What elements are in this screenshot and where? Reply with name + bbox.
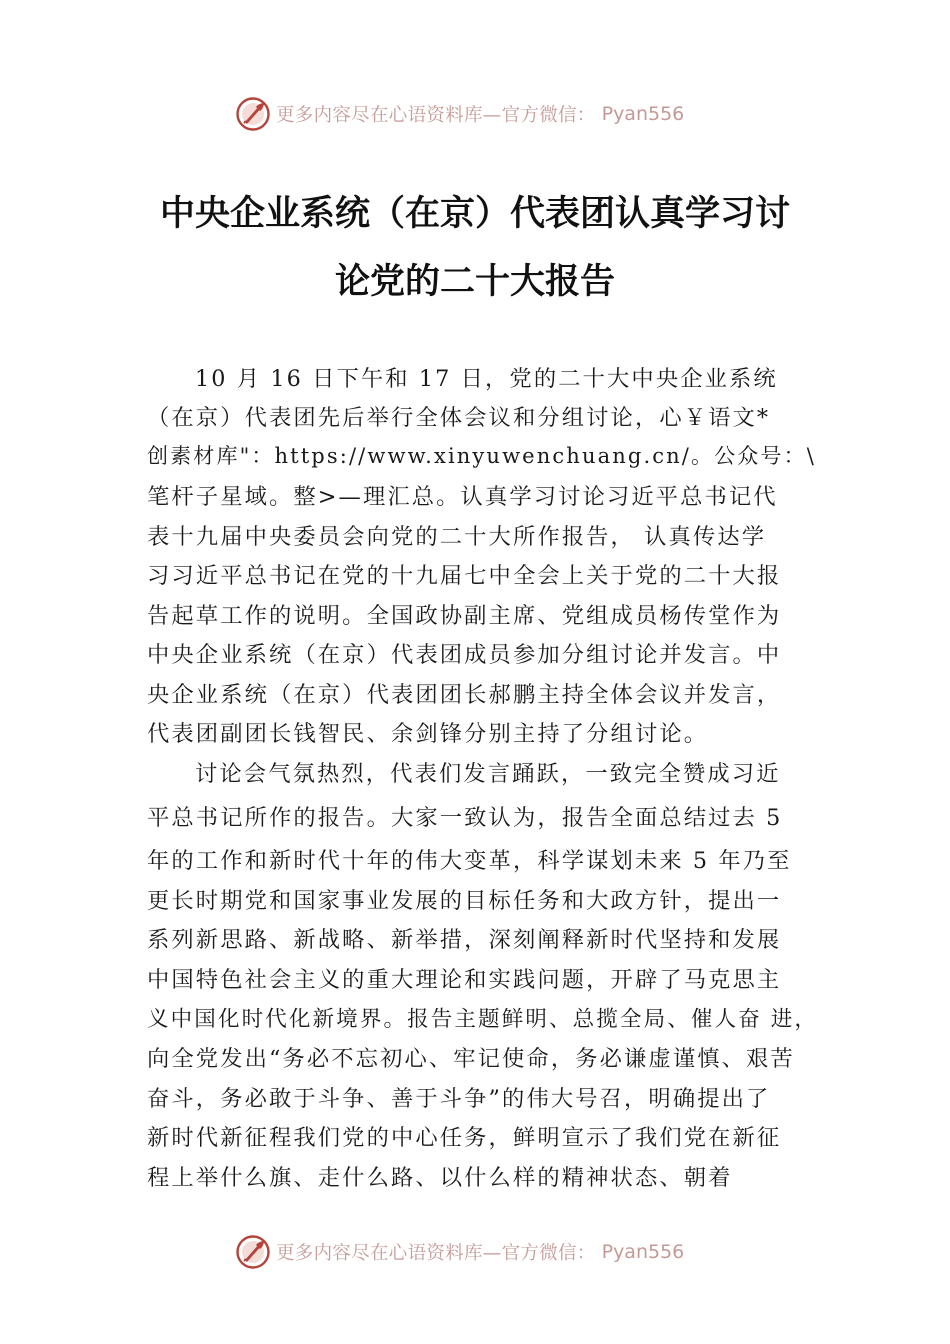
body-line: 笔杆子星域。整>—理汇总。认真学习讨论习近平总书记代: [147, 484, 778, 510]
body-line: （在京）代表团先后举行全体会议和分组讨论，心￥语文*: [147, 405, 771, 431]
body-line: 向全党发出“务必不忘初心、牢记使命，务必谦虚谨慎、艰苦: [147, 1046, 795, 1072]
body-line: 中国特色社会主义的重大理论和实践问题，开辟了马克思主: [147, 967, 782, 993]
body-line: 中央企业系统（在京）代表团成员参加分组讨论并发言。中: [147, 642, 782, 668]
body-line: 习习近平总书记在党的十九届七中全会上关于党的二十大报: [147, 563, 782, 589]
body-line: 表十九届中央委员会向党的二十大所作报告， 认真传达学: [147, 524, 767, 550]
body-line: 10 月 16 日下午和 17 日，党的二十大中央企业系统: [195, 366, 778, 392]
body-line: 创素材库"：https://www.xinyuwenchuang.cn/。公众号：\: [147, 443, 816, 468]
quill-pen-seal-icon: [236, 97, 270, 131]
body-line: 系列新思路、新战略、新举措，深刻阐释新时代坚持和发展: [147, 927, 782, 953]
body-line: 告起草工作的说明。全国政协副主席、党组成员杨传堂作为: [147, 603, 782, 629]
body-line: 程上举什么旗、走什么路、以什么样的精神状态、朝着: [147, 1165, 733, 1191]
watermark-banner-bottom: [236, 1234, 684, 1270]
body-line: 年的工作和新时代十年的伟大变革，科学谋划未来 5 年乃至: [147, 848, 792, 874]
body-line: 央企业系统（在京）代表团团长郝鹏主持全体会议并发言，: [147, 682, 782, 708]
body-line: 更长时期党和国家事业发展的目标任务和大政方针，提出一: [147, 888, 782, 914]
watermark-text: 更多内容尽在心语资料库—官方微信：: [276, 105, 596, 126]
body-line: 平总书记所作的报告。大家一致认为，报告全面总结过去 5: [147, 805, 783, 831]
quill-pen-seal-icon: [236, 1235, 270, 1269]
body-line: 义中国化时代化新境界。报告主题鲜明、总揽全局、催人奋 进，: [147, 1007, 819, 1032]
watermark-wechat-id: Pyan556: [601, 1241, 685, 1263]
document-title-line-1: 中央企业系统（在京）代表团认真学习讨: [159, 193, 790, 234]
body-line: 讨论会气氛热烈，代表们发言踊跃，一致完全赞成习近: [195, 761, 781, 787]
body-line: 新时代新征程我们党的中心任务，鲜明宣示了我们党在新征: [147, 1125, 782, 1151]
watermark-wechat-id: Pyan556: [601, 103, 685, 125]
document-title-line-2: 论党的二十大报告: [334, 261, 615, 302]
body-line: 奋斗，务必敢于斗争、善于斗争”的伟大号召，明确提出了: [147, 1086, 771, 1112]
watermark-text: 更多内容尽在心语资料库—官方微信：: [276, 1243, 596, 1264]
body-line: 代表团副团长钱智民、余剑锋分别主持了分组讨论。: [147, 721, 709, 747]
watermark-banner-top: [236, 96, 684, 132]
